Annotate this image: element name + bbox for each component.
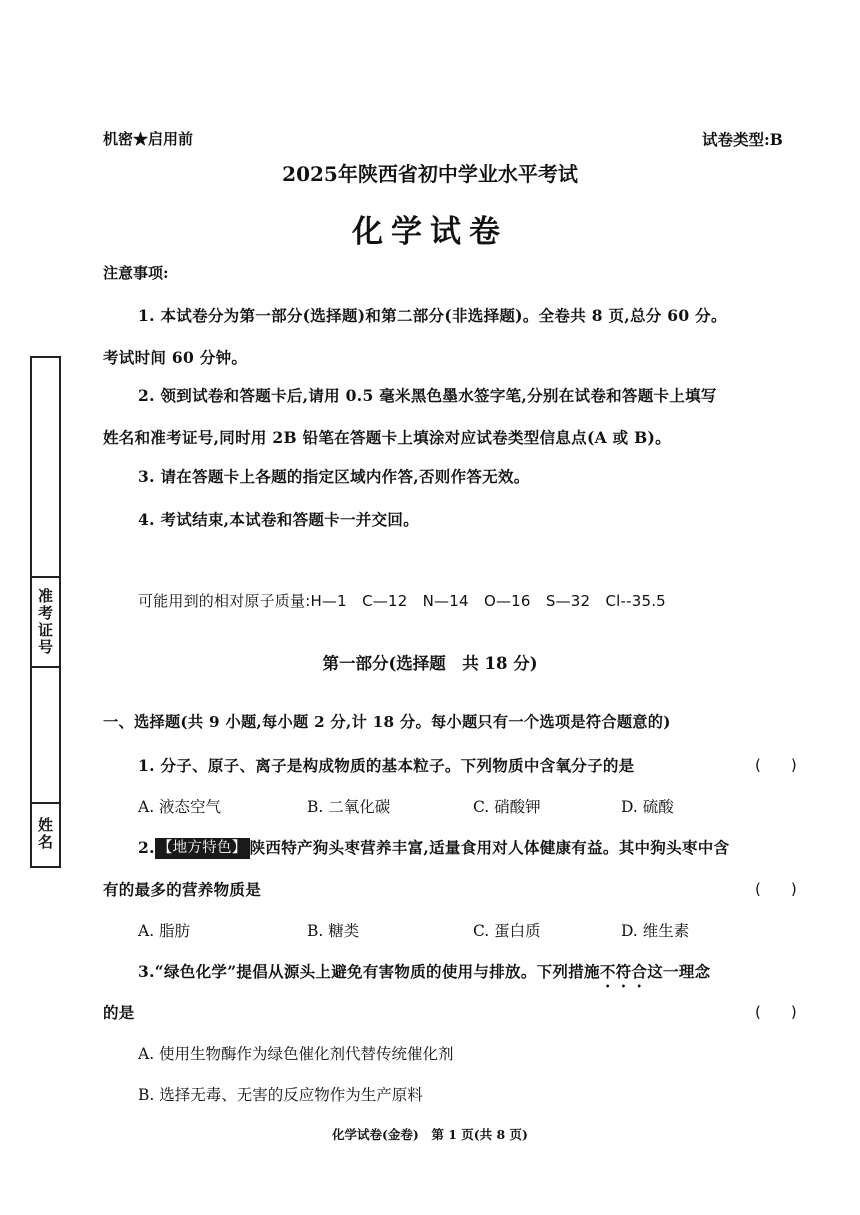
q1-option-b: B. 二氧化碳 — [307, 798, 391, 816]
q1-option-a: A. 液态空气 — [138, 798, 222, 816]
notice-item-1-line-2: 考试时间 60 分钟。 — [103, 348, 248, 367]
q3-stem-before: 3.“绿色化学”提倡从源头上避免有害物质的使用与排放。下列措施 — [138, 962, 600, 981]
q3-option-b: B. 选择无毒、无害的反应物作为生产原料 — [138, 1086, 423, 1104]
q2-option-d: D. 维生素 — [621, 922, 690, 940]
notice-item-2-line-2: 姓名和准考证号,同时用 2B 铅笔在答题卡上填涂对应试卷类型信息点(A 或 B)。 — [103, 428, 671, 447]
q3-stem-emphasis: 不符合 — [599, 962, 648, 981]
page-footer: 化学试卷(金卷) 第 1 页(共 8 页) — [332, 1127, 528, 1142]
section-heading: 一、选择题(共 9 小题,每小题 2 分,计 18 分。每小题只有一个选项是符合题意的) — [103, 713, 671, 731]
atomic-masses: 可能用到的相对原子质量:H—1 C—12 N—14 O—16 S—32 Cl--35.5 — [138, 592, 666, 610]
notice-item-1-line-1: 1. 本试卷分为第一部分(选择题)和第二部分(非选择题)。全卷共 8 页,总分 60 分。 — [138, 306, 727, 325]
q1-option-c: C. 硝酸钾 — [473, 798, 541, 816]
notice-item-2-line-1: 2. 领到试卷和答题卡后,请用 0.5 毫米黑色墨水签字笔,分别在试卷和答题卡上填写 — [138, 386, 717, 405]
local-feature-tag: 【地方特色】 — [155, 838, 250, 859]
q2-answer-paren[interactable]: ( ) — [755, 880, 797, 898]
exam-id-field[interactable] — [32, 666, 59, 802]
name-cell — [32, 802, 59, 866]
q2-stem-line-1 — [138, 836, 729, 859]
exam-title: 2025年陕西省初中学业水平考试 — [282, 162, 578, 186]
notice-item-4: 4. 考试结束,本试卷和答题卡一并交回。 — [138, 510, 419, 529]
q3-answer-paren[interactable]: ( ) — [755, 1003, 797, 1021]
notice-item-3: 3. 请在答题卡上各题的指定区域内作答,否则作答无效。 — [138, 467, 530, 486]
q3-stem-line-2: 的是 — [103, 1003, 135, 1022]
q2-stem-text: 陕西特产狗头枣营养丰富,适量食用对人体健康有益。其中狗头枣中含 — [249, 838, 730, 857]
q3-option-a: A. 使用生物酶作为绿色催化剂代替传统催化剂 — [138, 1045, 454, 1063]
q2-option-b: B. 糖类 — [307, 922, 360, 940]
q1-option-d: D. 硫酸 — [621, 798, 674, 816]
binding-strip — [30, 356, 61, 868]
q2-option-c: C. 蛋白质 — [473, 922, 541, 940]
notice-heading: 注意事项: — [103, 264, 169, 282]
name-label: 姓名 — [36, 817, 54, 851]
q3-stem-after: 这一理念 — [647, 962, 711, 981]
confidential-mark: 机密★启用前 — [103, 130, 194, 148]
subject-title: 化学试卷 — [352, 214, 508, 250]
part1-title: 第一部分(选择题 共 18 分) — [322, 654, 538, 673]
q3-stem-line-1 — [138, 960, 710, 991]
q2-number: 2. — [138, 838, 155, 857]
q2-stem-line-2: 有的最多的营养物质是 — [103, 880, 262, 899]
q1-stem: 1. 分子、原子、离子是构成物质的基本粒子。下列物质中含氧分子的是 — [138, 756, 635, 775]
q1-answer-paren[interactable]: ( ) — [755, 756, 797, 774]
exam-id-label: 准考证号 — [36, 588, 54, 656]
paper-type: 试卷类型:B — [702, 130, 783, 149]
q2-option-a: A. 脂肪 — [138, 922, 191, 940]
